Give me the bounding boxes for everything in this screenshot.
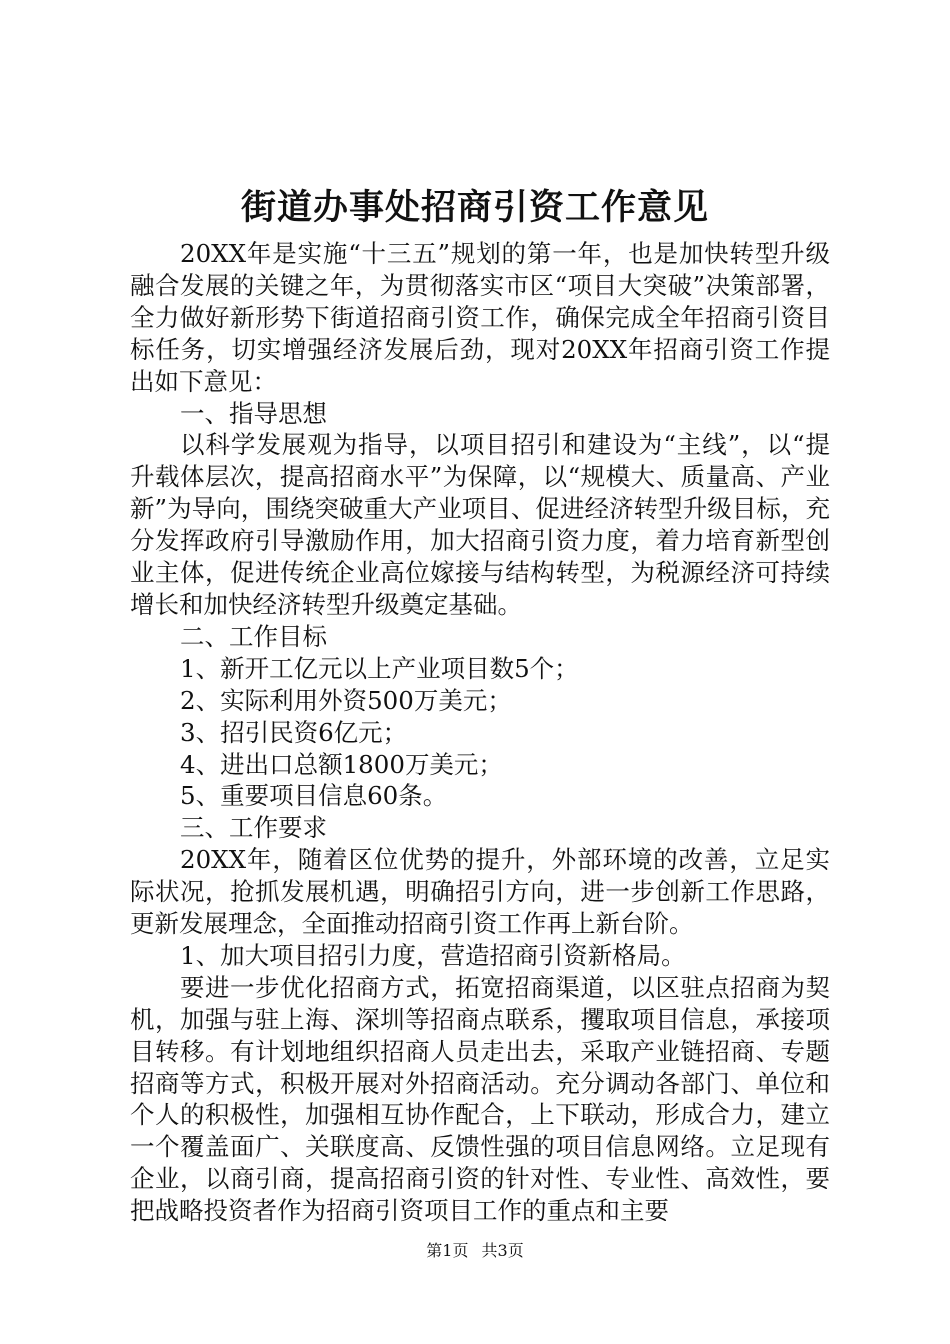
- subsection-paragraph: 要进一步优化招商方式，拓宽招商渠道，以区驻点招商为契机，加强与驻上海、深圳等招商点联系，攫取项目信息，承接项目转移。有计划地组织招商人员走出去，采取产业链招商、专题招商等方式，积极开展对外招商活动。充分调动各部门、单位和个人的积极性，加强相互协作配合，上下联动，形成合力，建立一个覆盖面广、关联度高、反馈性强的项目信息网络。立足现有企业，以商引商，提高招商引资的针对性、专业性、高效性，要把战略投资者作为招商引资项目工作的重点和主要: [130, 972, 830, 1226]
- section-heading-work-goals: 二、工作目标: [180, 621, 327, 651]
- intro-paragraph: 20XX年是实施“十三五”规划的第一年，也是加快转型升级融合发展的关键之年，为贯彻落实市区“项目大突破”决策部署，全力做好新形势下街道招商引资工作，确保完成全年招商引资目标任务，切实增强经济发展后劲，现对20XX年招商引资工作提出如下意见：: [130, 239, 830, 396]
- section-heading-guiding-ideology: 一、指导思想: [180, 398, 327, 428]
- goal-item: 5、重要项目信息60条。: [180, 781, 448, 811]
- section-heading-work-requirements: 三、工作要求: [180, 813, 327, 843]
- document-body: [130, 238, 830, 1227]
- page-total: 共3页: [481, 1241, 524, 1260]
- page-footer: [0, 1241, 950, 1261]
- guiding-ideology-paragraph: 以科学发展观为指导，以项目招引和建设为“主线”，以“提升载体层次，提高招商水平”为保障，以“规模大、质量高、产业新”为导向，围绕突破重大产业项目、促进经济转型升级目标，充分发挥政府引导激励作用，加大招商引资力度，着力培育新型创业主体，促进传统企业高位嫁接与结构转型，为税源经济可持续增长和加快经济转型升级奠定基础。: [130, 430, 830, 619]
- page-number: 第1页: [426, 1241, 469, 1260]
- goal-item: 4、进出口总额1800万美元；: [180, 749, 503, 779]
- document-title: 街道办事处招商引资工作意见: [240, 187, 709, 228]
- subsection-heading: 1、加大项目招引力度，营造招商引资新格局。: [180, 940, 686, 970]
- goal-item: 1、新开工亿元以上产业项目数5个；: [180, 653, 579, 683]
- requirements-paragraph: 20XX年，随着区位优势的提升，外部环境的改善，立足实际状况，抢抓发展机遇，明确招引方向，进一步创新工作思路，更新发展理念，全面推动招商引资工作再上新台阶。: [130, 845, 830, 939]
- goal-item: 2、实际利用外资500万美元；: [180, 685, 512, 715]
- goal-item: 3、招引民资6亿元；: [180, 717, 408, 747]
